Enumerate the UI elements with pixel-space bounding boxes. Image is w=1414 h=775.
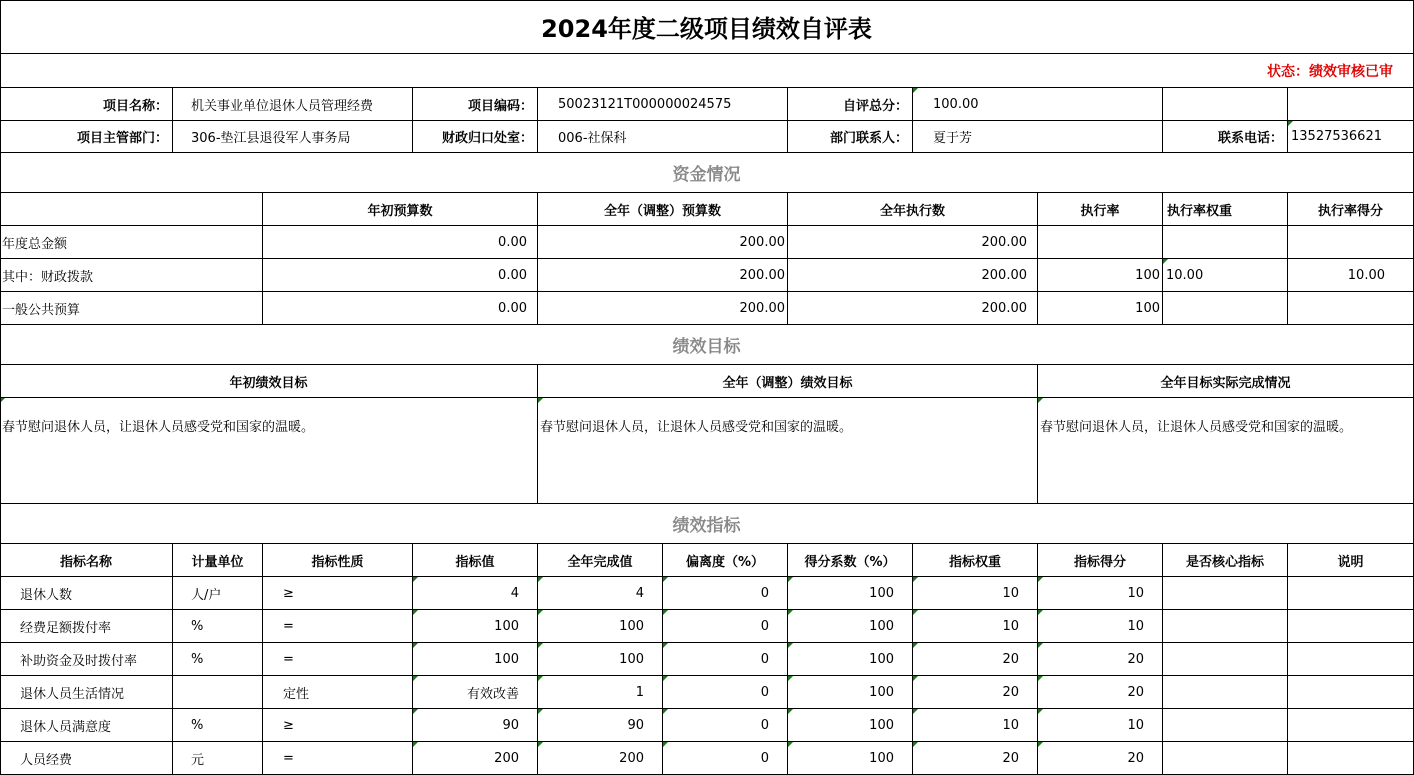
empty-cell	[1163, 88, 1288, 121]
funds-row-label: 年度总金额	[0, 226, 263, 259]
funds-cell[interactable]	[1288, 226, 1414, 259]
ind-actual-cell[interactable]: 90	[538, 709, 663, 742]
funds-cell[interactable]: 10.00	[1288, 259, 1414, 292]
funds-header-adjusted-budget: 全年（调整）预算数	[538, 193, 788, 226]
ind-deviation-cell[interactable]: 0	[663, 643, 788, 676]
ind-coefficient-cell[interactable]: 100	[788, 676, 913, 709]
ind-actual-cell[interactable]: 4	[538, 577, 663, 610]
funds-cell[interactable]: 0.00	[263, 292, 538, 325]
self-score-value[interactable]: 100.00	[913, 88, 1163, 121]
ind-header-weight: 指标权重	[913, 544, 1038, 577]
ind-score-cell[interactable]: 20	[1038, 676, 1163, 709]
contact-label: 部门联系人：	[788, 121, 913, 153]
ind-name-cell: 经费足额拨付率	[0, 610, 173, 643]
ind-unit-cell: %	[173, 709, 263, 742]
finance-office-label: 财政归口处室：	[413, 121, 538, 153]
status-badge: 状态：绩效审核已审	[0, 54, 1414, 88]
funds-cell[interactable]: 200.00	[788, 226, 1038, 259]
dept-value[interactable]: 306-垫江县退役军人事务局	[173, 121, 413, 153]
empty-cell	[1288, 88, 1414, 121]
project-name-value[interactable]: 机关事业单位退休人员管理经费	[173, 88, 413, 121]
phone-label: 联系电话：	[1163, 121, 1288, 153]
ind-header-nature: 指标性质	[263, 544, 413, 577]
ind-name-cell: 退休人员满意度	[0, 709, 173, 742]
ind-coefficient-cell[interactable]: 100	[788, 742, 913, 775]
ind-unit-cell: %	[173, 643, 263, 676]
ind-value-cell[interactable]: 有效改善	[413, 676, 538, 709]
ind-note-cell[interactable]	[1288, 676, 1414, 709]
ind-deviation-cell[interactable]: 0	[663, 610, 788, 643]
funds-cell[interactable]: 100	[1038, 259, 1163, 292]
ind-name-cell: 人员经费	[0, 742, 173, 775]
funds-cell[interactable]: 200.00	[538, 226, 788, 259]
finance-office-value[interactable]: 006-社保科	[538, 121, 788, 153]
funds-header-rate-score: 执行率得分	[1288, 193, 1414, 226]
ind-nature-cell: =	[263, 742, 413, 775]
funds-cell[interactable]	[1038, 226, 1163, 259]
ind-deviation-cell[interactable]: 0	[663, 709, 788, 742]
funds-header-empty	[0, 193, 263, 226]
ind-name-cell: 补助资金及时拨付率	[0, 643, 173, 676]
ind-nature-cell: 定性	[263, 676, 413, 709]
ind-actual-cell[interactable]: 100	[538, 610, 663, 643]
ind-unit-cell	[173, 676, 263, 709]
ind-coefficient-cell[interactable]: 100	[788, 610, 913, 643]
ind-value-cell[interactable]: 4	[413, 577, 538, 610]
ind-header-name: 指标名称	[0, 544, 173, 577]
ind-core-cell[interactable]	[1163, 676, 1288, 709]
ind-unit-cell: 人/户	[173, 577, 263, 610]
ind-actual-cell[interactable]: 100	[538, 643, 663, 676]
ind-value-cell[interactable]: 100	[413, 643, 538, 676]
goals-header-initial: 年初绩效目标	[0, 365, 538, 398]
ind-core-cell[interactable]	[1163, 709, 1288, 742]
ind-weight-cell[interactable]: 20	[913, 676, 1038, 709]
ind-core-cell[interactable]	[1163, 742, 1288, 775]
ind-unit-cell: %	[173, 610, 263, 643]
funds-header-initial-budget: 年初预算数	[263, 193, 538, 226]
funds-header-executed: 全年执行数	[788, 193, 1038, 226]
funds-cell[interactable]	[1163, 226, 1288, 259]
ind-deviation-cell[interactable]: 0	[663, 676, 788, 709]
project-name-label: 项目名称：	[0, 88, 173, 121]
funds-cell[interactable]: 200.00	[538, 292, 788, 325]
ind-weight-cell[interactable]: 20	[913, 643, 1038, 676]
ind-weight-cell[interactable]: 10	[913, 577, 1038, 610]
ind-core-cell[interactable]	[1163, 643, 1288, 676]
funds-cell[interactable]: 200.00	[788, 259, 1038, 292]
goals-header-actual: 全年目标实际完成情况	[1038, 365, 1414, 398]
ind-weight-cell[interactable]: 20	[913, 742, 1038, 775]
ind-header-score: 指标得分	[1038, 544, 1163, 577]
goal-actual-text[interactable]: 春节慰问退休人员，让退休人员感受党和国家的温暖。	[1038, 398, 1414, 504]
ind-value-cell[interactable]: 100	[413, 610, 538, 643]
ind-unit-cell: 元	[173, 742, 263, 775]
ind-coefficient-cell[interactable]: 100	[788, 577, 913, 610]
ind-deviation-cell[interactable]: 0	[663, 577, 788, 610]
ind-header-actual: 全年完成值	[538, 544, 663, 577]
project-code-value[interactable]: 50023121T000000024575	[538, 88, 788, 121]
ind-deviation-cell[interactable]: 0	[663, 742, 788, 775]
phone-value[interactable]: 13527536621	[1288, 121, 1414, 153]
goals-header-adjusted: 全年（调整）绩效目标	[538, 365, 1038, 398]
ind-score-cell[interactable]: 20	[1038, 742, 1163, 775]
funds-cell[interactable]: 200.00	[538, 259, 788, 292]
ind-core-cell[interactable]	[1163, 577, 1288, 610]
funds-cell[interactable]	[1288, 292, 1414, 325]
ind-weight-cell[interactable]: 10	[913, 610, 1038, 643]
ind-value-cell[interactable]: 90	[413, 709, 538, 742]
goals-section-title: 绩效目标	[0, 325, 1414, 365]
funds-row-label: 其中：财政拨款	[0, 259, 263, 292]
project-code-label: 项目编码：	[413, 88, 538, 121]
funds-cell[interactable]: 0.00	[263, 259, 538, 292]
funds-header-exec-rate: 执行率	[1038, 193, 1163, 226]
goal-initial-text[interactable]: 春节慰问退休人员，让退休人员感受党和国家的温暖。	[0, 398, 538, 504]
ind-header-deviation: 偏离度（%）	[663, 544, 788, 577]
ind-score-cell[interactable]: 10	[1038, 709, 1163, 742]
funds-cell[interactable]: 200.00	[788, 292, 1038, 325]
ind-score-cell[interactable]: 10	[1038, 610, 1163, 643]
ind-actual-cell[interactable]: 1	[538, 676, 663, 709]
funds-section-title: 资金情况	[0, 153, 1414, 193]
ind-nature-cell: ≥	[263, 709, 413, 742]
funds-cell[interactable]: 0.00	[263, 226, 538, 259]
ind-header-coefficient: 得分系数（%）	[788, 544, 913, 577]
ind-header-unit: 计量单位	[173, 544, 263, 577]
ind-coefficient-cell[interactable]: 100	[788, 643, 913, 676]
ind-header-note: 说明	[1288, 544, 1414, 577]
funds-row-label: 一般公共预算	[0, 292, 263, 325]
goal-adjusted-text[interactable]: 春节慰问退休人员，让退休人员感受党和国家的温暖。	[538, 398, 1038, 504]
ind-note-cell[interactable]	[1288, 610, 1414, 643]
funds-header-rate-weight: 执行率权重	[1163, 193, 1288, 226]
self-score-label: 自评总分：	[788, 88, 913, 121]
dept-label: 项目主管部门：	[0, 121, 173, 153]
ind-nature-cell: =	[263, 643, 413, 676]
ind-name-cell: 退休人数	[0, 577, 173, 610]
funds-cell[interactable]: 100	[1038, 292, 1163, 325]
ind-nature-cell: =	[263, 610, 413, 643]
ind-name-cell: 退休人员生活情况	[0, 676, 173, 709]
ind-weight-cell[interactable]: 10	[913, 709, 1038, 742]
ind-score-cell[interactable]: 10	[1038, 577, 1163, 610]
ind-score-cell[interactable]: 20	[1038, 643, 1163, 676]
indicators-section-title: 绩效指标	[0, 504, 1414, 544]
ind-header-core: 是否核心指标	[1163, 544, 1288, 577]
funds-cell[interactable]	[1163, 292, 1288, 325]
ind-header-value: 指标值	[413, 544, 538, 577]
ind-actual-cell[interactable]: 200	[538, 742, 663, 775]
ind-value-cell[interactable]: 200	[413, 742, 538, 775]
ind-nature-cell: ≥	[263, 577, 413, 610]
funds-cell[interactable]: 10.00	[1163, 259, 1288, 292]
ind-note-cell[interactable]	[1288, 643, 1414, 676]
ind-coefficient-cell[interactable]: 100	[788, 709, 913, 742]
page-title: 2024年度二级项目绩效自评表	[0, 0, 1414, 54]
ind-note-cell[interactable]	[1288, 742, 1414, 775]
contact-value[interactable]: 夏于芳	[913, 121, 1163, 153]
ind-core-cell[interactable]	[1163, 610, 1288, 643]
ind-note-cell[interactable]	[1288, 577, 1414, 610]
ind-note-cell[interactable]	[1288, 709, 1414, 742]
